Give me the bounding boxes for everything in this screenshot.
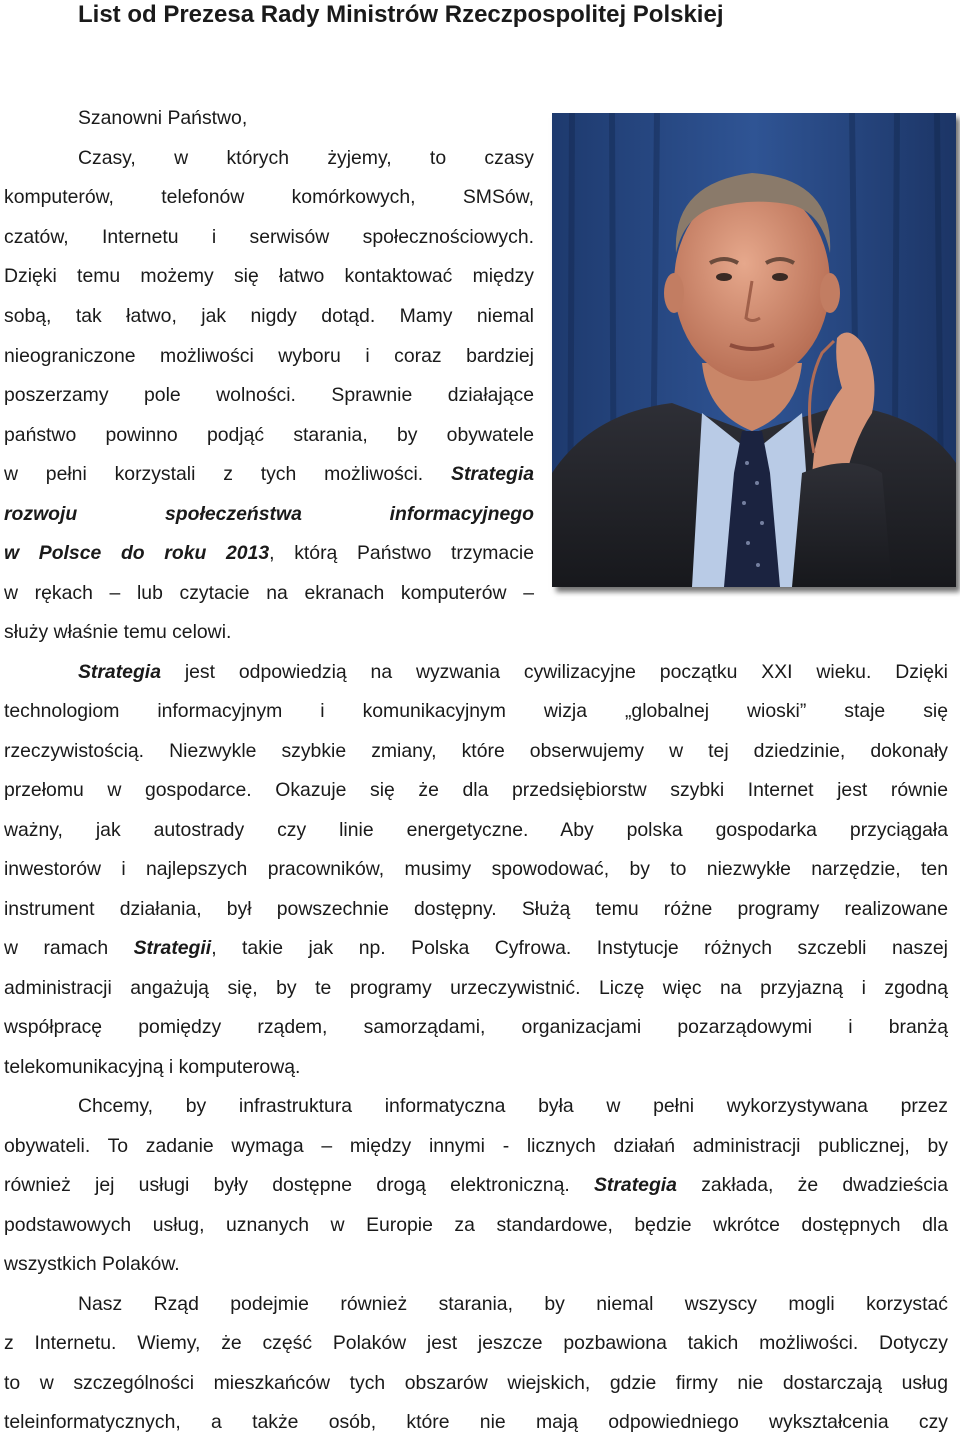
body-line: Nasz Rząd podejmie również starania, by niemal wszyscy mogli korzystać <box>78 1293 948 1315</box>
portrait-photo <box>552 113 956 587</box>
body-line: inwestorów i najlepszych pracowników, musimy spowodować, by to niezwykłe narzędzie, ten <box>4 858 948 880</box>
body-text: , którą Państwo trzymacie <box>269 542 534 564</box>
body-line: Chcemy, by infrastruktura informatyczna była w pełni wykorzystywana przez <box>78 1095 948 1117</box>
body-line: telekomunikacyjną i komputerową. <box>4 1056 301 1078</box>
body-line: komputerów, telefonów komórkowych, SMSów, <box>4 186 534 208</box>
body-text: jest odpowiedzią na wyzwania cywilizacyjne początku XXI wieku. Dzięki <box>160 661 948 683</box>
strategy-emphasis: Strategii <box>133 937 212 959</box>
body-line <box>4 460 534 488</box>
body-line: czatów, Internetu i serwisów społecznościowych. <box>4 226 534 248</box>
body-line: Czasy, w których żyjemy, to czasy <box>78 147 534 169</box>
body-line: nieograniczone możliwości wyboru i coraz bardziej <box>4 345 534 367</box>
body-line: administracji angażują się, by te programy urzeczywistnić. Liczę więc na przyjazną i zgodną <box>4 977 948 999</box>
body-line: ważny, jak autostrady czy linie energetyczne. Aby polska gospodarka przyciągała <box>4 819 948 841</box>
body-line: służy właśnie temu celowi. <box>4 621 232 643</box>
page-title: List od Prezesa Rady Ministrów Rzeczpospolitej Polskiej <box>78 1 724 28</box>
body-line: w rękach – lub czytacie na ekranach komputerów – <box>4 582 534 604</box>
body-line: obywateli. To zadanie wymaga – między innymi - licznych działań administracji publicznej, by <box>4 1135 948 1157</box>
body-line <box>4 1171 948 1199</box>
body-line: podstawowych usług, uznanych w Europie za standardowe, będzie wkrótce dostępnych dla <box>4 1214 948 1236</box>
strategy-emphasis: Strategia <box>593 1174 677 1196</box>
body-line: teleinformatycznych, a także osób, które nie mają odpowiedniego wykształcenia czy <box>4 1411 948 1433</box>
strategy-emphasis: Strategia <box>451 463 534 485</box>
body-line: wszystkich Polaków. <box>4 1253 180 1275</box>
body-line: Dzięki temu możemy się łatwo kontaktować między <box>4 265 534 287</box>
body-text: również jej usługi były dostępne drogą elektroniczną. <box>4 1174 594 1196</box>
body-line <box>4 934 948 962</box>
body-text: , takie jak np. Polska Cyfrowa. Instytucje różnych szczebli naszej <box>211 937 948 959</box>
body-line: z Internetu. Wiemy, że część Polaków jest jeszcze pozbawiona takich możliwości. Dotyczy <box>4 1332 948 1354</box>
strategy-emphasis: Strategia <box>78 661 161 683</box>
body-line: instrument działania, był powszechnie dostępny. Służą temu różne programy realizowane <box>4 898 948 920</box>
portrait-illustration <box>552 113 956 587</box>
strategy-title-line: rozwoju społeczeństwa informacyjnego <box>4 503 534 525</box>
body-line <box>78 658 948 686</box>
body-text: zakłada, że dwadzieścia <box>676 1174 948 1196</box>
body-line: rzeczywistością. Niezwykle szybkie zmiany, które obserwujemy w tej dziedzinie, dokonały <box>4 740 948 762</box>
body-text: w pełni korzystali z tych możliwości. <box>4 463 452 485</box>
body-line: technologiom informacyjnym i komunikacyjnym wizja „globalnej wioski” staje się <box>4 700 948 722</box>
strategy-title-emphasis: w Polsce do roku 2013 <box>4 542 270 564</box>
body-line <box>4 539 534 567</box>
body-line: przełomu w gospodarce. Okazuje się że dla przedsiębiorstw szybki Internet jest równie <box>4 779 948 801</box>
body-line: sobą, tak łatwo, jak nigdy dotąd. Mamy niemal <box>4 305 534 327</box>
body-line: poszerzamy pole wolności. Sprawnie działające <box>4 384 534 406</box>
salutation: Szanowni Państwo, <box>78 107 248 129</box>
body-line: to w szczególności mieszkańców tych obszarów wiejskich, gdzie firmy nie dostarczają usług <box>4 1372 948 1394</box>
body-line: współpracę pomiędzy rządem, samorządami, organizacjami pozarządowymi i branżą <box>4 1016 948 1038</box>
body-text: w ramach <box>4 937 134 959</box>
body-line: państwo powinno podjąć starania, by obywatele <box>4 424 534 446</box>
